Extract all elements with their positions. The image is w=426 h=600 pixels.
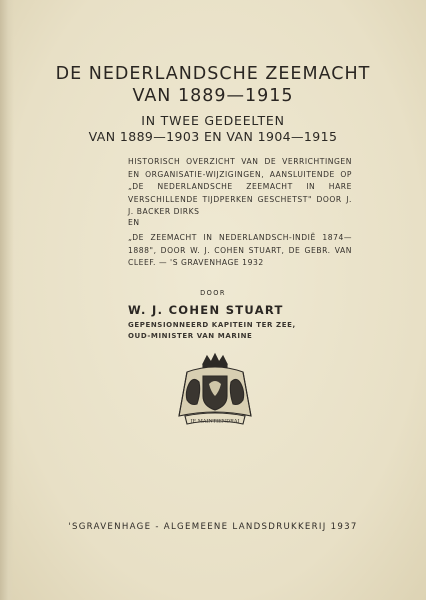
- publisher-footer: 'SGRAVENHAGE - ALGEMEENE LANDSDRUKKERIJ 1937: [68, 522, 358, 532]
- author-name: W. J. COHEN STUART: [128, 303, 284, 317]
- emblem-motto: JE MAINTIENDRAI: [190, 418, 240, 425]
- subtitle-line-2: VAN 1889—1903 EN VAN 1904—1915: [88, 129, 338, 144]
- description-part-2: „DE ZEEMACHT IN NEDERLANDSCH-INDIË 1874—1888", DOOR W. J. COHEN STUART, DE GEBR. VAN CLEEF. — 'S GRAVENHAGE 1932: [128, 233, 352, 268]
- title-line-2: VAN 1889—1915: [132, 86, 294, 106]
- byline-door: DOOR: [200, 289, 226, 297]
- author-rank: GEPENSIONNEERD KAPITEIN TER ZEE, OUD-MINISTER VAN MARINE: [128, 321, 296, 340]
- royal-coat-of-arms-icon: [165, 350, 265, 436]
- title-line-1: DE NEDERLANDSCHE ZEEMACHT: [55, 64, 371, 84]
- description-part-1: HISTORISCH OVERZICHT VAN DE VERRICHTINGEN EN ORGANISATIE-WIJZIGINGEN, AANSLUITENDE OP „DE NEDERLANDSCHE ZEEMACHT IN HARE VERSCHILLENDE TIJDPERKEN GESCHETST" DOOR J. J. BACKER DIRKS: [128, 157, 352, 217]
- subtitle-line-1: IN TWEE GEDEELTEN: [141, 113, 285, 128]
- description-connector: EN: [128, 218, 140, 227]
